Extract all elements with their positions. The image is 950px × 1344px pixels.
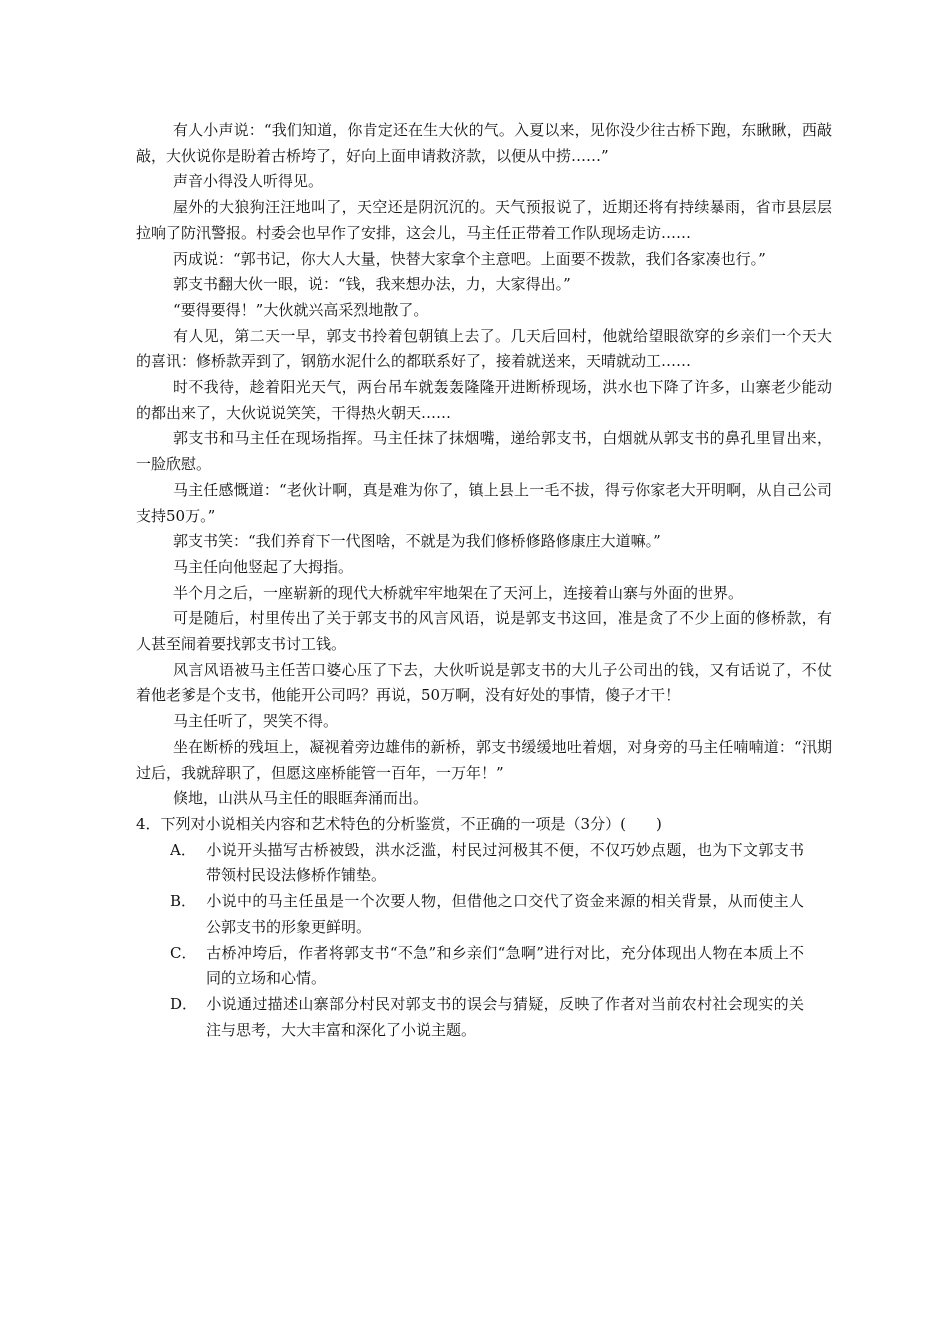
story-paragraph: 声音小得没人听得见。 <box>173 172 324 191</box>
document-page <box>136 118 832 1043</box>
option-c[interactable] <box>136 941 832 992</box>
story-text <box>136 118 832 812</box>
option-text: 小说通过描述山寨部分村民对郭支书的误会与猜疑，反映了作者对当前农村社会现实的关注与思考，大大丰富和深化了小说主题。 <box>206 994 804 1039</box>
option-text: 小说中的马主任虽是一个次要人物，但借他之口交代了资金来源的相关背景，从而使主人公郭支书的形象更鲜明。 <box>206 892 804 936</box>
option-b[interactable] <box>136 889 832 940</box>
option-letter: A． <box>170 840 196 859</box>
option-text: 小说开头描写古桥被毁，洪水泛滥，村民过河极其不便，不仅巧妙点题，也为下文郭支书带领村民设法修桥作铺垫。 <box>206 840 804 885</box>
question-stem: 4．下列对小说相关内容和艺术特色的分析鉴赏，不正确的一项是（3分）( ) <box>136 814 662 833</box>
story-paragraph: 郭支书和马主任在现场指挥。马主任抹了抹烟嘴，递给郭支书，白烟就从郭支书的鼻孔里冒出来，一脸欣慰。 <box>136 429 832 474</box>
story-paragraph: 时不我待，趁着阳光天气，两台吊车就轰轰隆隆开进断桥现场，洪水也下降了许多，山寨老少能动的都出来了，大伙说说笑笑，干得热火朝天…… <box>136 378 832 422</box>
story-paragraph: 半个月之后，一座崭新的现代大桥就牢牢地架在了天河上，连接着山寨与外面的世界。 <box>173 583 744 602</box>
story-paragraph: 风言风语被马主任苦口婆心压了下去，大伙听说是郭支书的大儿子公司出的钱，又有话说了，不仗着他老爹是个支书，他能开公司吗？再说，50万啊，没有好处的事情，傻子才干！ <box>136 660 832 705</box>
story-paragraph: 有人小声说：“我们知道，你肯定还在生大伙的气。入夏以来，见你没少往古桥下跑，东瞅瞅，西敲敲，大伙说你是盼着古桥垮了，好向上面申请救济款，以便从中捞……” <box>136 121 832 165</box>
story-paragraph: 郭支书笑：“我们养育下一代图啥，不就是为我们修桥修路修康庄大道嘛。” <box>173 532 661 551</box>
option-letter: C． <box>170 943 197 962</box>
option-d[interactable] <box>136 992 832 1043</box>
story-paragraph: 丙成说：“郭书记，你大人大量，快替大家拿个主意吧。上面要不拨款，我们各家凑也行。” <box>173 249 766 268</box>
option-letter: D． <box>170 994 198 1013</box>
story-paragraph: 屋外的大狼狗汪汪地叫了，天空还是阴沉沉的。天气预报说了，近期还将有持续暴雨，省市县层层拉响了防汛警报。村委会也早作了安排，这会儿，马主任正带着工作队现场走访…… <box>136 198 832 242</box>
story-paragraph: “要得要得！”大伙就兴高采烈地散了。 <box>173 300 429 319</box>
story-paragraph: 马主任听了，哭笑不得。 <box>173 712 339 731</box>
story-paragraph: 可是随后，村里传出了关于郭支书的风言风语，说是郭支书这回，准是贪了不少上面的修桥款，有人甚至闹着要找郭支书讨工钱。 <box>136 609 832 654</box>
story-paragraph: 马主任感慨道：“老伙计啊，真是难为你了，镇上县上一毛不拔，得亏你家老大开明啊，从自己公司支持50万。” <box>136 480 832 525</box>
story-paragraph: 倏地，山洪从马主任的眼眶奔涌而出。 <box>173 789 429 808</box>
option-text: 古桥冲垮后，作者将郭支书“不急”和乡亲们“急啊”进行对比，充分体现出人物在本质上不同的立场和心情。 <box>206 943 804 988</box>
story-paragraph: 坐在断桥的残垣上，凝视着旁边雄伟的新桥，郭支书缓缓地吐着烟，对身旁的马主任喃喃道：“汛期过后，我就辞职了，但愿这座桥能管一百年，一万年！” <box>136 737 832 782</box>
story-paragraph: 有人见，第二天一早，郭支书拎着包朝镇上去了。几天后回村，他就给望眼欲穿的乡亲们一个天大的喜讯：修桥款弄到了，钢筋水泥什么的都联系好了，接着就送来，天晴就动工…… <box>136 326 832 371</box>
option-a[interactable] <box>136 838 832 889</box>
answer-options <box>136 838 832 1044</box>
story-paragraph: 马主任向他竖起了大拇指。 <box>173 557 354 576</box>
option-letter: B． <box>170 892 197 911</box>
story-paragraph: 郭支书翻大伙一眼，说：“钱，我来想办法，力，大家得出。” <box>173 275 571 294</box>
